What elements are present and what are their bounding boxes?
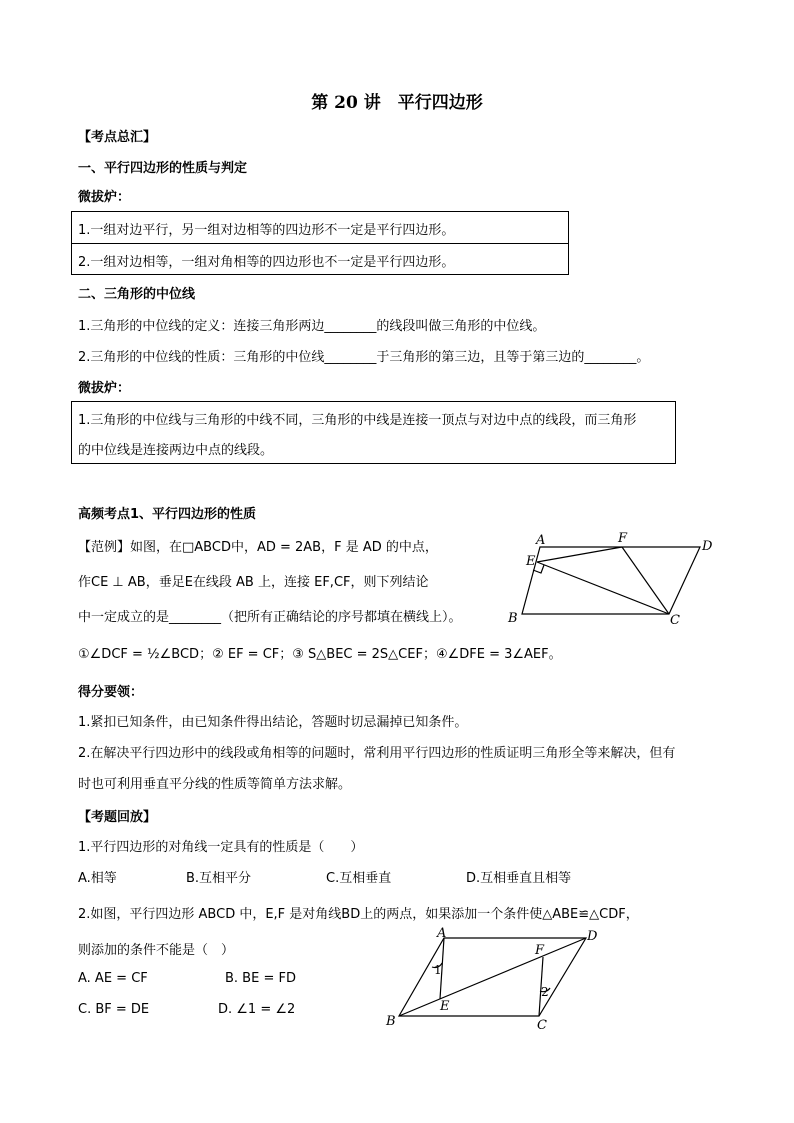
tip-box-1-line-2: 2.一组对边相等，一组对角相等的四边形也不一定是平行四边形。 [78,255,455,270]
score-line-3: 时也可利用垂直平分线的性质等简单方法求解。 [78,777,352,792]
part2-heading: 二、三角形的中位线 [78,287,196,302]
fig2-label-f: F [535,943,545,958]
q1-option-a: A.相等 [78,871,117,886]
summary-heading: 【考点总汇】 [78,130,157,145]
question-2-line-2: 则添加的条件不能是（ ） [78,943,235,958]
q2-option-b: B. BE = FD [225,971,296,986]
example-options: ①∠DCF = ½∠BCD；② EF = CF；③ S△BEC = 2S△CEF；④∠DFE = 3∠AEF。 [78,647,562,662]
parallelogram-figure-2 [380,922,602,1032]
score-heading: 得分要领： [78,685,144,700]
fig1-parallelogram [522,547,700,614]
fig1-label-f: F [618,531,628,546]
question-2-line-1: 2.如图，平行四边形 ABCD 中，E,F 是对角线BD上的两点，如果添加一个条件使△ABE≌△CDF， [78,907,639,922]
q1-option-b: B.互相平分 [186,871,252,886]
q2-option-c: C. BF = DE [78,1002,150,1017]
fig2-label-c: C [537,1018,547,1032]
fig2-label-e: E [440,999,450,1014]
tip-box-2 [71,401,676,464]
tip-box-1-line-1: 1.一组对边平行，另一组对边相等的四边形不一定是平行四边形。 [78,223,455,238]
fig1-segment-cf [622,547,669,614]
review-heading: 【考题回放】 [78,810,157,825]
tip-label-1: 微拔炉： [78,190,131,205]
fig1-label-b: B [508,611,518,626]
q2-option-a: A. AE = CF [78,971,148,986]
example-line-3: 中一定成立的是________（把所有正确结论的序号都填在横线上）。 [78,610,462,625]
fig2-diagonal-bd [399,938,586,1016]
score-line-1: 1.紧扣已知条件，由已知条件得出结论，答题时切忌漏掉已知条件。 [78,715,468,730]
tip-box-1-divider [72,243,568,244]
midline-property: 2.三角形的中位线的性质：三角形的中位线________于三角形的第三边，且等于第三边的________。 [78,350,650,365]
parallelogram-figure-1 [500,528,720,632]
question-1: 1.平行四边形的对角线一定具有的性质是（ ） [78,840,364,855]
tip-box-1 [71,211,569,275]
q1-option-c: C.互相垂直 [326,871,392,886]
fig2-label-b: B [386,1014,396,1029]
q1-option-d: D.互相垂直且相等 [466,871,572,886]
page-title: 第 20 讲 平行四边形 [311,93,483,113]
fig1-segment-ef [537,547,622,562]
fig1-label-c: C [670,613,680,628]
midline-definition: 1.三角形的中位线的定义：连接三角形两边________的线段叫做三角形的中位线。 [78,319,546,334]
example-line-2: 作CE ⊥ AB，垂足E在线段 AB 上，连接 EF,CF，则下列结论 [78,575,429,590]
fig2-label-d: D [587,929,598,944]
fig1-label-a: A [536,533,546,548]
fig1-segment-ce [537,562,669,614]
q2-option-d: D. ∠1 = ∠2 [218,1002,296,1017]
part1-heading: 一、平行四边形的性质与判定 [78,161,248,176]
tip-box-2-line-2: 的中位线是连接两边中点的线段。 [78,443,274,458]
fig2-angle-1-label: 1 [434,963,442,977]
fig1-label-d: D [702,539,713,554]
tip-label-2: 微拔炉： [78,381,131,396]
tip-box-2-line-1: 1.三角形的中位线与三角形的中线不同，三角形的中线是连接一顶点与对边中点的线段，而三角形 [78,413,637,428]
example-line-1: 【范例】如图，在□ABCD中，AD = 2AB，F 是 AD 的中点， [78,540,438,555]
score-line-2: 2.在解决平行四边形中的线段或角相等的问题时，常利用平行四边形的性质证明三角形全等来解决，但有 [78,746,676,761]
fig1-label-e: E [526,554,536,569]
fig2-angle-2-label: 2 [541,985,549,999]
fig2-label-a: A [437,926,447,941]
frequent-topic-heading: 高频考点1、平行四边形的性质 [78,507,257,522]
